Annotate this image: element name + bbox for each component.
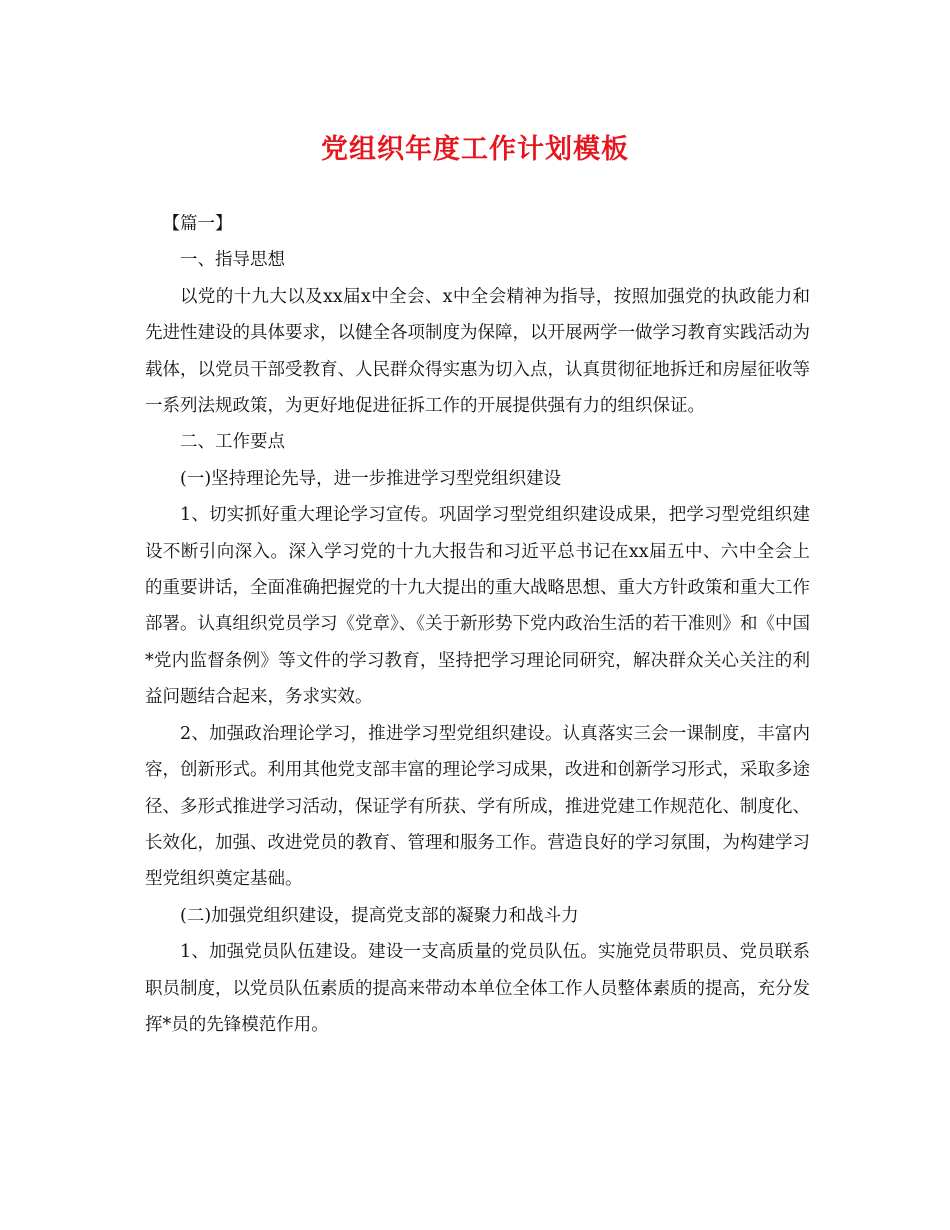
document-title: 党组织年度工作计划模板 <box>321 134 629 165</box>
paragraph-member-team: 1、加强党员队伍建设。建设一支高质量的党员队伍。实施党员带职员、党员联系职员制度，以党员队伍素质的提高来带动本单位全体工作人员整体素质的提高，充分发挥*员的先锋模范作用。 <box>145 942 810 1035</box>
subheading-theory-first: (一)坚持理论先导，进一步推进学习型党组织建设 <box>180 468 562 489</box>
paragraph-political-study: 2、加强政治理论学习，推进学习型党组织建设。认真落实三会一课制度，丰富内容，创新形式。利用其他党支部丰富的理论学习成果，改进和创新学习形式，采取多途径、多形式推进学习活动，保证学有所获、学有所成，推进党建工作规范化、制度化、长效化，加强、改进党员的教育、管理和服务工作。营造良好的学习氛围，为构建学习型党组织奠定基础。 <box>145 723 810 890</box>
document-body <box>145 206 810 1043</box>
paragraph-theory-study: 1、切实抓好重大理论学习宣传。巩固学习型党组织建设成果，把学习型党组织建设不断引向深入。深入学习党的十九大报告和习近平总书记在xx届五中、六中全会上的重要讲话，全面准确把握党的十九大提出的重大战略思想、重大方针政策和重大工作部署。认真组织党员学习《党章》、《关于新形势下党内政治生活的若干准则》和《中国*党内监督条例》等文件的学习教育，坚持把学习理论同研究，解决群众关心关注的利益问题结合起来，务求实效。 <box>145 505 810 708</box>
heading-work-points: 二、工作要点 <box>180 432 285 453</box>
paragraph-guiding-thought: 以党的十九大以及xx届x中全会、x中全会精神为指导，按照加强党的执政能力和先进性建设的具体要求，以健全各项制度为保障，以开展两学一做学习教育实践活动为载体，以党员干部受教育、人民群众得实惠为切入点，认真贯彻征地拆迁和房屋征收等一系列法规政策，为更好地促进征拆工作的开展提供强有力的组织保证。 <box>145 286 810 417</box>
heading-guiding-thought: 一、指导思想 <box>180 250 285 271</box>
subheading-party-building: (二)加强党组织建设，提高党支部的凝聚力和战斗力 <box>180 905 579 926</box>
section-label: 【篇一】 <box>162 214 233 234</box>
